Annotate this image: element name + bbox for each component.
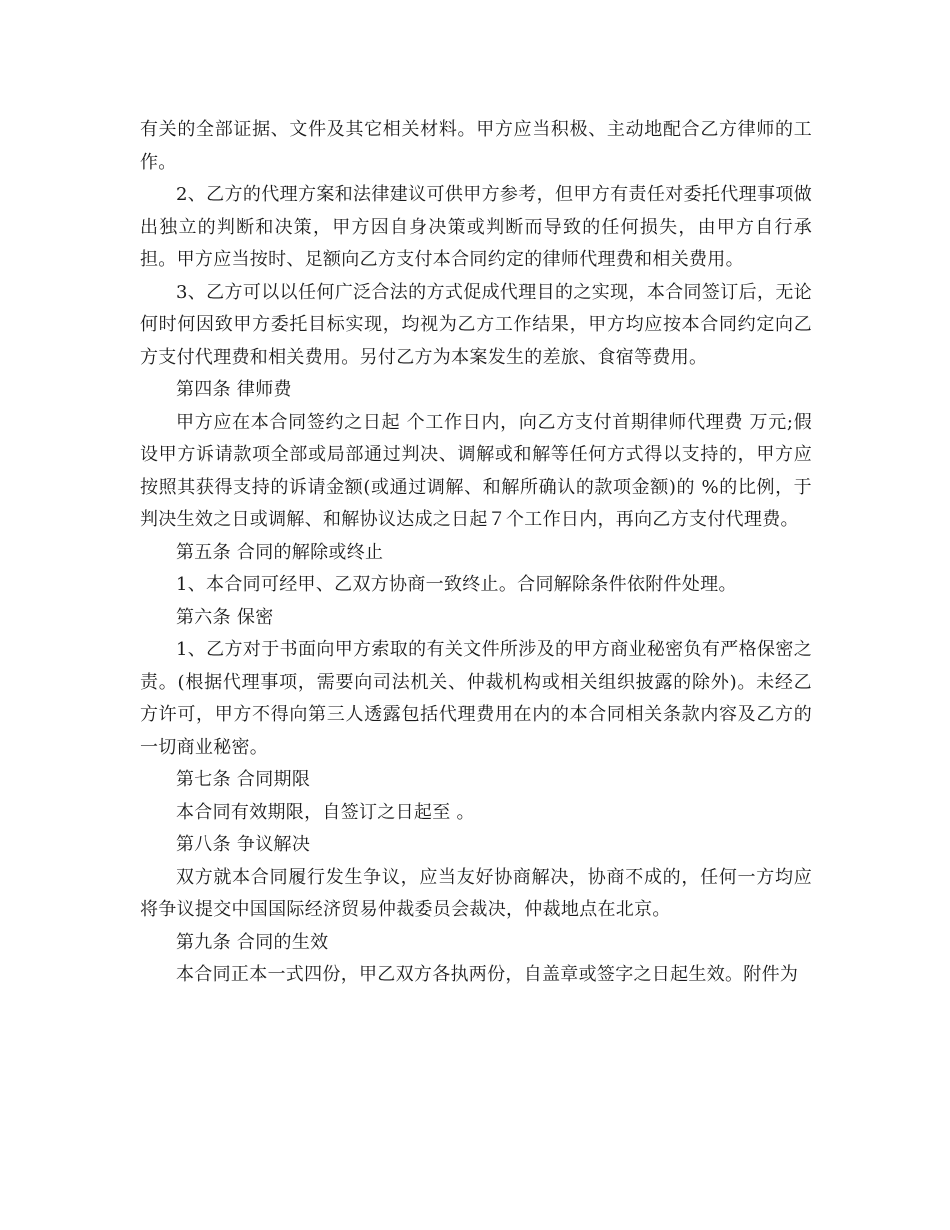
document-body: [140, 114, 812, 992]
paragraph-effectiveness: 本合同正本一式四份，甲乙双方各执两份，自盖章或签字之日起生效。附件为: [176, 964, 799, 985]
heading-article-9: 第九条 合同的生效: [176, 931, 329, 953]
heading-article-8: 第八条 争议解决: [176, 834, 311, 855]
paragraph-evidence-cont: 有关的全部证据、文件及其它相关材料。甲方应当积极、主动地配合乙方律师的工作。: [140, 119, 812, 173]
heading-article-5: 第五条 合同的解除或终止: [176, 541, 384, 563]
heading-article-4: 第四条 律师费: [176, 379, 292, 400]
paragraph-dispute: 双方就本合同履行发生争议，应当友好协商解决，协商不成的，任何一方均应将争议提交中国国际经济贸易仲裁委员会裁决，仲裁地点在北京。: [140, 866, 812, 920]
paragraph-clause-3: 3、乙方可以以任何广泛合法的方式促成代理目的之实现，本合同签订后，无论何时何因致甲方委托目标实现，均视为乙方工作结果，甲方均应按本合同约定向乙方支付代理费和相关费用。另付乙方为本案发生的差旅、食宿等费用。: [140, 281, 812, 368]
paragraph-clause-2: 2、乙方的代理方案和法律建议可供甲方参考，但甲方有责任对委托代理事项做出独立的判断和决策，甲方因自身决策或判断而导致的任何损失，由甲方自行承担。甲方应当按时、足额向乙方支付本合同约定的律师代理费和相关费用。: [140, 184, 812, 270]
heading-article-6: 第六条 保密: [176, 606, 274, 628]
paragraph-term: 本合同有效期限，自签订之日起至 。: [176, 801, 475, 823]
paragraph-confidentiality: 1、乙方对于书面向甲方索取的有关文件所涉及的甲方商业秘密负有严格保密之责。(根据代理事项，需要向司法机关、仲裁机构或相关组织披露的除外)。未经乙方许可，甲方不得向第三人透露包括代理费用在内的本合同相关条款内容及乙方的一切商业秘密。: [140, 639, 812, 758]
heading-article-7: 第七条 合同期限: [176, 769, 311, 790]
paragraph-lawyer-fee: 甲方应在本合同签约之日起 个工作日内，向乙方支付首期律师代理费 万元;假设甲方诉请款项全部或局部通过判决、调解或和解等任何方式得以支持的，甲方应按照其获得支持的诉请金额(或通过调解、和解所确认的款项金额)的 %的比例，于判决生效之日或调解、和解协议达成之日起７个工作日内，再向乙方支付代理费。: [140, 411, 812, 530]
paragraph-termination: 1、本合同可经甲、乙双方协商一致终止。合同解除条件依附件处理。: [176, 574, 737, 595]
